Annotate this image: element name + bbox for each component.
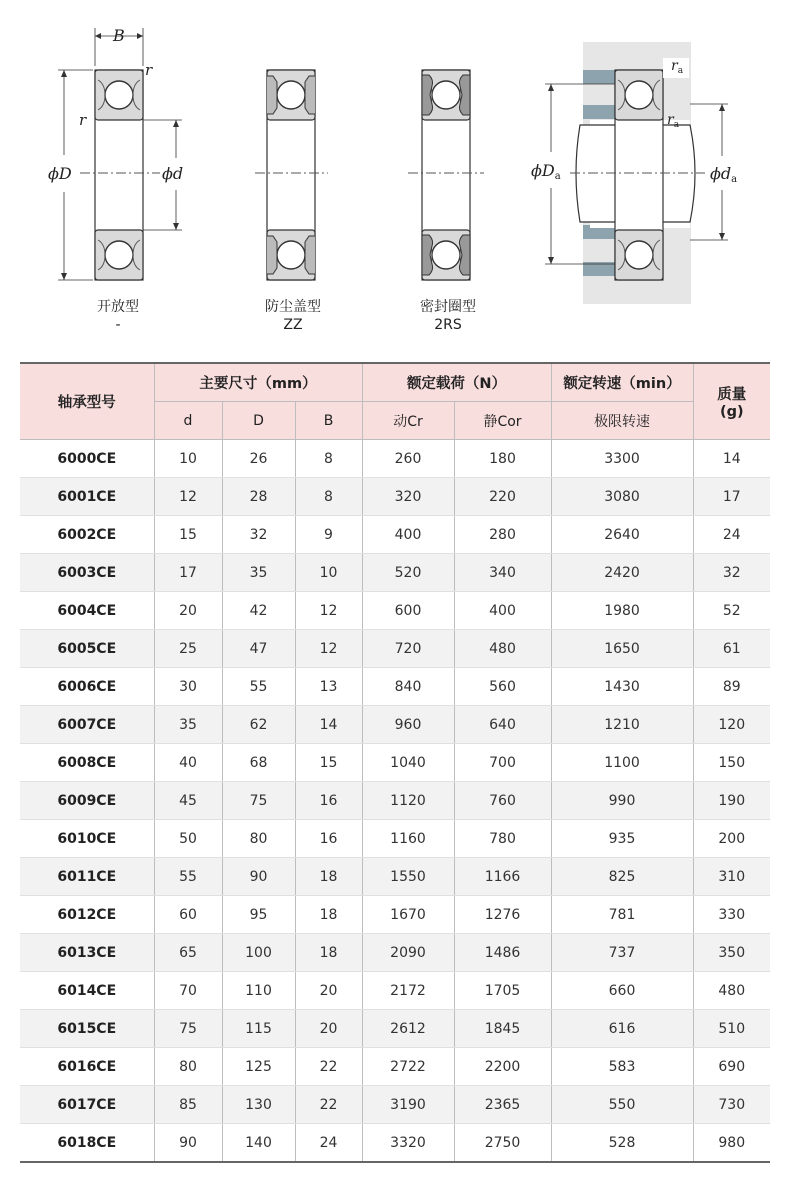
caption-rs-code: 2RS [434,317,462,333]
bearing-diagrams [0,0,790,350]
table-row [20,516,770,554]
label-ra-mid: $r_a$ [667,112,680,130]
cell-model: 6001CE [20,478,154,516]
cell-limit-speed: 2420 [551,554,693,592]
cell-limit-speed: 1100 [551,744,693,782]
cell-static-load: 1705 [454,972,551,1010]
cell-limit-speed: 3300 [551,440,693,478]
cell-d: 35 [154,706,222,744]
cell-D: 68 [222,744,295,782]
cell-dynamic-load: 3320 [362,1124,454,1163]
cell-D: 32 [222,516,295,554]
cell-d: 60 [154,896,222,934]
cell-dynamic-load: 320 [362,478,454,516]
cell-static-load: 2750 [454,1124,551,1163]
table-row [20,1086,770,1124]
cell-B: 18 [295,934,362,972]
cell-limit-speed: 2640 [551,516,693,554]
cell-model: 6012CE [20,896,154,934]
cell-limit-speed: 1980 [551,592,693,630]
cell-B: 13 [295,668,362,706]
cell-limit-speed: 528 [551,1124,693,1163]
cell-mass: 690 [693,1048,770,1086]
cell-d: 55 [154,858,222,896]
cell-D: 100 [222,934,295,972]
table-row [20,1048,770,1086]
header-mass-unit: (g) [719,404,744,420]
cell-static-load: 2200 [454,1048,551,1086]
cell-D: 110 [222,972,295,1010]
header-rated-load: 额定载荷（N） [362,363,551,402]
cell-mass: 190 [693,782,770,820]
cell-model: 6002CE [20,516,154,554]
cell-limit-speed: 825 [551,858,693,896]
cell-limit-speed: 737 [551,934,693,972]
cell-static-load: 340 [454,554,551,592]
cell-model: 6006CE [20,668,154,706]
cell-B: 16 [295,782,362,820]
cell-D: 62 [222,706,295,744]
cell-model: 6009CE [20,782,154,820]
header-mass [693,363,770,440]
cell-dynamic-load: 1160 [362,820,454,858]
cell-dynamic-load: 1670 [362,896,454,934]
cell-d: 30 [154,668,222,706]
cell-D: 26 [222,440,295,478]
cell-dynamic-load: 2722 [362,1048,454,1086]
cell-D: 95 [222,896,295,934]
cell-B: 22 [295,1048,362,1086]
cell-D: 140 [222,1124,295,1163]
cell-model: 6004CE [20,592,154,630]
cell-mass: 61 [693,630,770,668]
table-row [20,554,770,592]
header-model: 轴承型号 [20,363,154,440]
cell-model: 6013CE [20,934,154,972]
cell-dynamic-load: 1040 [362,744,454,782]
cell-static-load: 220 [454,478,551,516]
cell-mass: 730 [693,1086,770,1124]
table-row [20,630,770,668]
cell-mass: 350 [693,934,770,972]
cell-dynamic-load: 960 [362,706,454,744]
caption-zz-code: ZZ [283,317,303,333]
table-row [20,858,770,896]
cell-limit-speed: 1650 [551,630,693,668]
cell-limit-speed: 781 [551,896,693,934]
cell-model: 6003CE [20,554,154,592]
cell-dynamic-load: 520 [362,554,454,592]
cell-static-load: 560 [454,668,551,706]
cell-B: 16 [295,820,362,858]
table-row [20,478,770,516]
header-mass-label: 质量 [717,387,747,403]
cell-model: 6011CE [20,858,154,896]
cell-B: 20 [295,1010,362,1048]
cell-d: 90 [154,1124,222,1163]
table-row [20,934,770,972]
table-row [20,972,770,1010]
cell-dynamic-load: 2172 [362,972,454,1010]
label-r-side: r [79,111,87,129]
cell-d: 12 [154,478,222,516]
caption-open-type [58,298,178,334]
cell-D: 125 [222,1048,295,1086]
cell-dynamic-load: 3190 [362,1086,454,1124]
cell-mass: 480 [693,972,770,1010]
table-row [20,744,770,782]
label-phi-D: ϕD [48,164,72,183]
header-d: d [154,402,222,440]
bearing-spec-table [20,362,770,1163]
cell-d: 17 [154,554,222,592]
table-body [20,440,770,1163]
cell-model: 6010CE [20,820,154,858]
cell-D: 80 [222,820,295,858]
cell-limit-speed: 3080 [551,478,693,516]
cell-dynamic-load: 600 [362,592,454,630]
cell-B: 24 [295,1124,362,1163]
cell-d: 85 [154,1086,222,1124]
cell-D: 35 [222,554,295,592]
cell-dynamic-load: 1120 [362,782,454,820]
cell-dynamic-load: 2090 [362,934,454,972]
caption-rs-name: 密封圈型 [420,299,476,315]
cell-d: 70 [154,972,222,1010]
open-bearing-drawing [58,28,182,280]
table-row [20,820,770,858]
cell-model: 6016CE [20,1048,154,1086]
label-r-top: r [145,61,153,79]
zz-bearing-drawing [255,70,328,280]
cell-d: 50 [154,820,222,858]
header-B: B [295,402,362,440]
cell-mass: 89 [693,668,770,706]
caption-open-name: 开放型 [97,299,139,315]
cell-B: 9 [295,516,362,554]
cell-model: 6000CE [20,440,154,478]
cell-dynamic-load: 720 [362,630,454,668]
cell-d: 80 [154,1048,222,1086]
cell-limit-speed: 935 [551,820,693,858]
cell-mass: 14 [693,440,770,478]
cell-limit-speed: 990 [551,782,693,820]
cell-d: 25 [154,630,222,668]
cell-static-load: 1166 [454,858,551,896]
cell-d: 45 [154,782,222,820]
cell-B: 10 [295,554,362,592]
cell-dynamic-load: 840 [362,668,454,706]
cell-mass: 32 [693,554,770,592]
cell-static-load: 780 [454,820,551,858]
cell-mass: 200 [693,820,770,858]
cell-B: 18 [295,896,362,934]
cell-mass: 330 [693,896,770,934]
table-row [20,782,770,820]
caption-rs-type [388,298,508,334]
cell-D: 28 [222,478,295,516]
cell-mass: 310 [693,858,770,896]
table-row [20,440,770,478]
cell-limit-speed: 1210 [551,706,693,744]
header-limit-speed: 极限转速 [551,402,693,440]
table-row [20,1124,770,1163]
cell-static-load: 280 [454,516,551,554]
cell-static-load: 480 [454,630,551,668]
cell-D: 42 [222,592,295,630]
cell-mass: 52 [693,592,770,630]
cell-static-load: 1486 [454,934,551,972]
cell-d: 15 [154,516,222,554]
cell-B: 8 [295,440,362,478]
header-D: D [222,402,295,440]
cell-dynamic-load: 260 [362,440,454,478]
cell-D: 75 [222,782,295,820]
cell-dynamic-load: 2612 [362,1010,454,1048]
cell-B: 22 [295,1086,362,1124]
table-row [20,896,770,934]
caption-zz-name: 防尘盖型 [265,299,321,315]
cell-mass: 980 [693,1124,770,1163]
cell-B: 12 [295,592,362,630]
cell-static-load: 640 [454,706,551,744]
rs-bearing-drawing [408,70,484,280]
table-row [20,592,770,630]
cell-mass: 24 [693,516,770,554]
cell-B: 18 [295,858,362,896]
table-row [20,668,770,706]
label-ra-top: $r_a$ [671,58,684,76]
cell-model: 6008CE [20,744,154,782]
cell-d: 75 [154,1010,222,1048]
mounting-drawing [545,42,728,304]
cell-static-load: 1845 [454,1010,551,1048]
cell-static-load: 400 [454,592,551,630]
cell-D: 115 [222,1010,295,1048]
cell-B: 20 [295,972,362,1010]
label-B: B [113,26,125,45]
cell-limit-speed: 660 [551,972,693,1010]
cell-B: 12 [295,630,362,668]
cell-mass: 120 [693,706,770,744]
cell-dynamic-load: 400 [362,516,454,554]
header-static-load: 静Cor [454,402,551,440]
table-row [20,706,770,744]
cell-model: 6015CE [20,1010,154,1048]
cell-limit-speed: 550 [551,1086,693,1124]
caption-open-code: - [115,317,121,333]
cell-static-load: 1276 [454,896,551,934]
cell-D: 55 [222,668,295,706]
cell-mass: 17 [693,478,770,516]
cell-d: 65 [154,934,222,972]
caption-zz-type [233,298,353,334]
cell-static-load: 2365 [454,1086,551,1124]
cell-mass: 150 [693,744,770,782]
cell-dynamic-load: 1550 [362,858,454,896]
cell-model: 6018CE [20,1124,154,1163]
cell-static-load: 700 [454,744,551,782]
table-header-row-1 [20,363,770,402]
cell-limit-speed: 1430 [551,668,693,706]
cell-model: 6017CE [20,1086,154,1124]
label-phi-Da: ϕDa [531,161,561,182]
label-phi-da: ϕda [710,164,738,185]
cell-mass: 510 [693,1010,770,1048]
cell-B: 8 [295,478,362,516]
cell-model: 6005CE [20,630,154,668]
header-dimensions: 主要尺寸（mm） [154,363,362,402]
cell-model: 6007CE [20,706,154,744]
cell-model: 6014CE [20,972,154,1010]
cell-d: 20 [154,592,222,630]
cell-limit-speed: 583 [551,1048,693,1086]
cell-limit-speed: 616 [551,1010,693,1048]
cell-static-load: 180 [454,440,551,478]
cell-static-load: 760 [454,782,551,820]
cell-D: 90 [222,858,295,896]
cell-B: 15 [295,744,362,782]
cell-D: 130 [222,1086,295,1124]
table-row [20,1010,770,1048]
cell-d: 10 [154,440,222,478]
cell-d: 40 [154,744,222,782]
cell-B: 14 [295,706,362,744]
header-rated-speed: 额定转速（min） [551,363,693,402]
label-phi-d: ϕd [162,164,184,183]
header-dynamic-load: 动Cr [362,402,454,440]
cell-D: 47 [222,630,295,668]
